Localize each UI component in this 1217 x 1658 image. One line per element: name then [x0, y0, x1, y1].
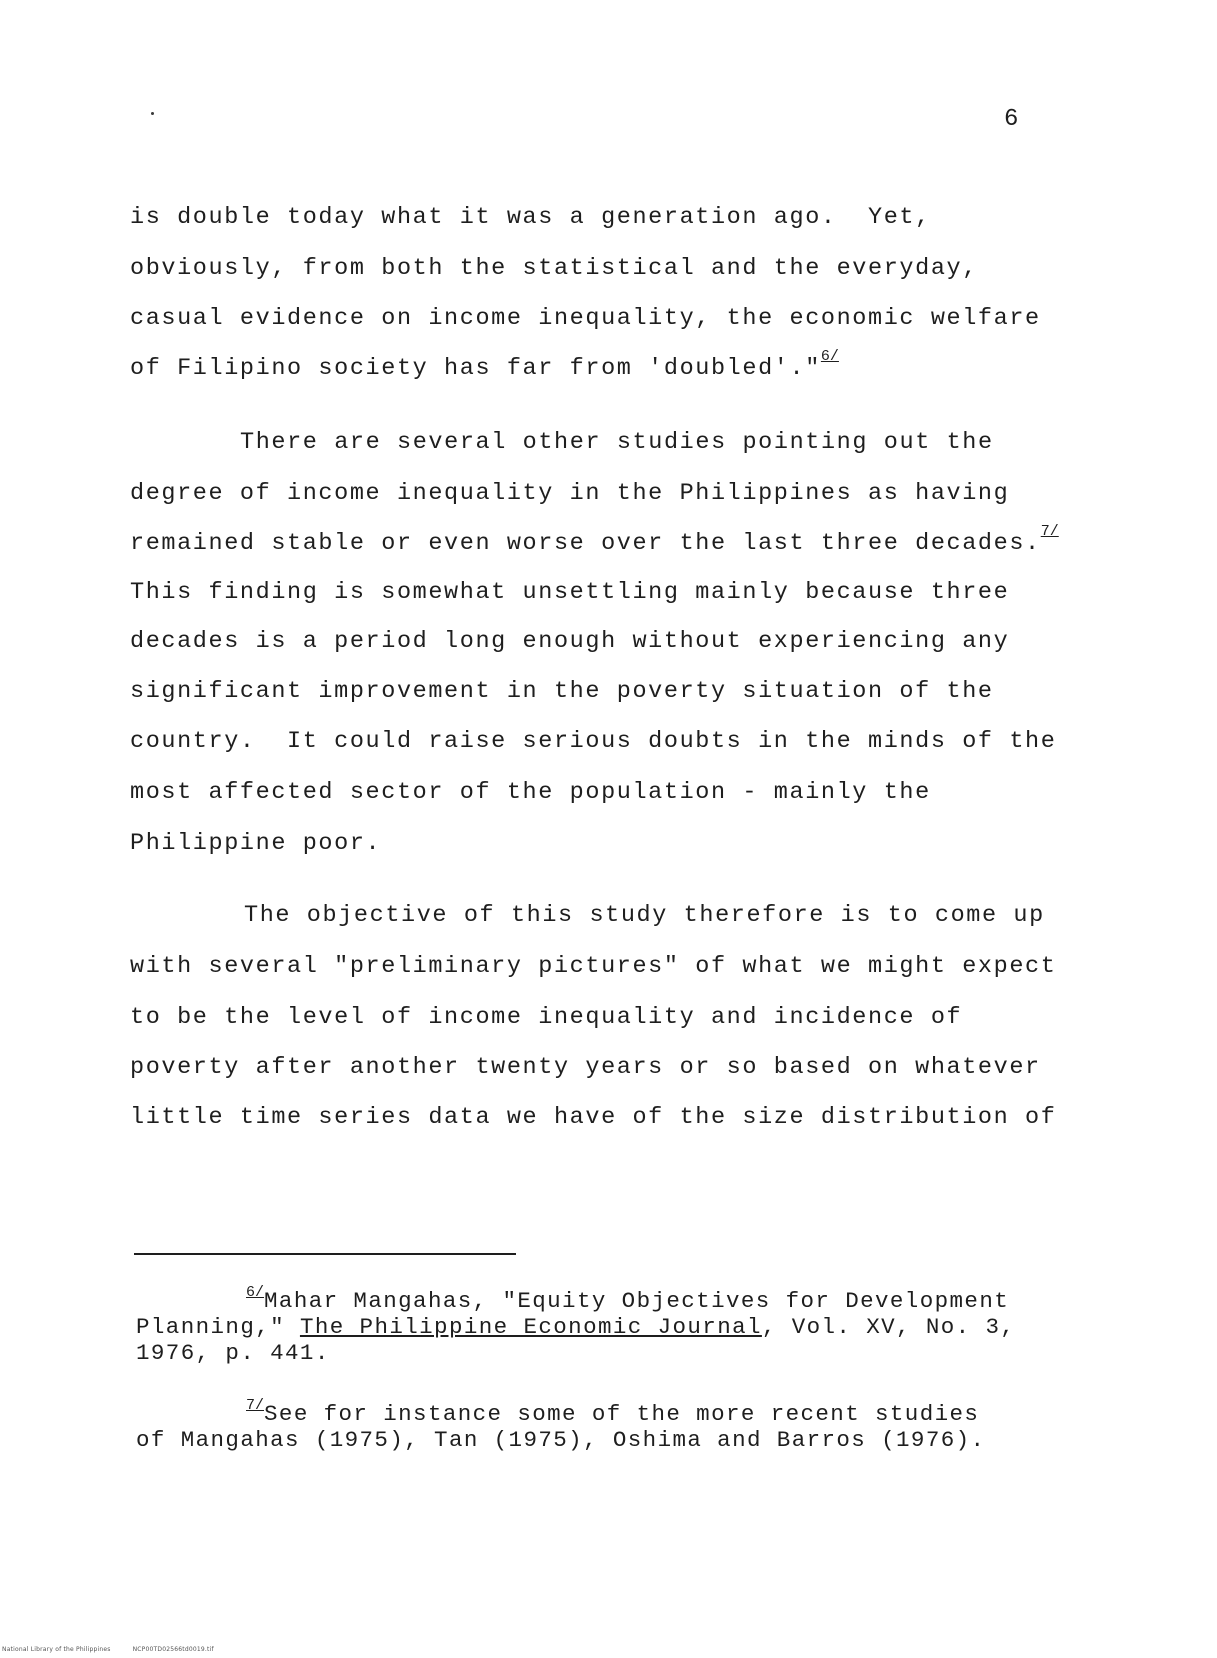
footnote-ref-6: 6/ [820, 348, 839, 365]
text-line: The objective of this study therefore is to come up [244, 902, 1045, 929]
text-line-content: of Filipino society has far from 'doubled'." [130, 355, 821, 382]
text-line: obviously, from both the statistical and the everyday, [130, 255, 978, 282]
text-line: poverty after another twenty years or so based on whatever [130, 1054, 1041, 1081]
footnote-line: 1976, p. 441. [136, 1340, 330, 1366]
footnote-text: Planning," [136, 1314, 300, 1340]
page-number: 6 [1004, 106, 1019, 133]
text-line: casual evidence on income inequality, the economic welfare [130, 305, 1041, 332]
text-line [130, 523, 1059, 557]
archive-library: National Library of the Philippines [2, 1646, 111, 1653]
archive-file-id: NCP00TD02566td0019.tif [132, 1646, 214, 1653]
text-line: This finding is somewhat unsettling mainly because three [130, 579, 1010, 606]
footnote-text: See for instance some of the more recent studies [264, 1401, 980, 1427]
footnote-ref-7: 7/ [1040, 523, 1059, 540]
text-line: country. It could raise serious doubts in the minds of the [130, 728, 1057, 755]
footnote-line [246, 1397, 980, 1427]
text-line: significant improvement in the poverty situation of the [130, 678, 994, 705]
archive-stamp [2, 1646, 236, 1653]
journal-title: The Philippine Economic Journal [299, 1314, 762, 1340]
footnote-line: of Mangahas (1975), Tan (1975), Oshima and Barros (1976). [136, 1427, 986, 1453]
text-line: to be the level of income inequality and incidence of [130, 1004, 963, 1031]
text-line-content: remained stable or even worse over the last three decades. [130, 530, 1041, 557]
footnote-separator [134, 1253, 516, 1255]
text-line: with several "preliminary pictures" of what we might expect [130, 953, 1057, 980]
footnote-marker-6: 6/ [246, 1284, 265, 1301]
footnote-line [136, 1316, 1015, 1339]
footnote-marker-7: 7/ [246, 1397, 265, 1414]
text-line: little time series data we have of the size distribution of [130, 1104, 1057, 1131]
text-line: Philippine poor. [130, 830, 382, 857]
text-line [130, 348, 839, 382]
text-line: decades is a period long enough without experiencing any [130, 628, 1010, 655]
text-line: There are several other studies pointing out the [240, 429, 994, 456]
footnote-text: , Vol. XV, No. 3, [761, 1314, 1016, 1340]
text-line: degree of income inequality in the Philippines as having [130, 480, 1010, 507]
footnote-line [246, 1284, 1010, 1314]
footnote-text: Mahar Mangahas, "Equity Objectives for Development [264, 1288, 1010, 1314]
text-line: most affected sector of the population - mainly the [130, 779, 931, 806]
stray-mark [151, 112, 154, 115]
text-line: is double today what it was a generation ago. Yet, [130, 204, 931, 231]
